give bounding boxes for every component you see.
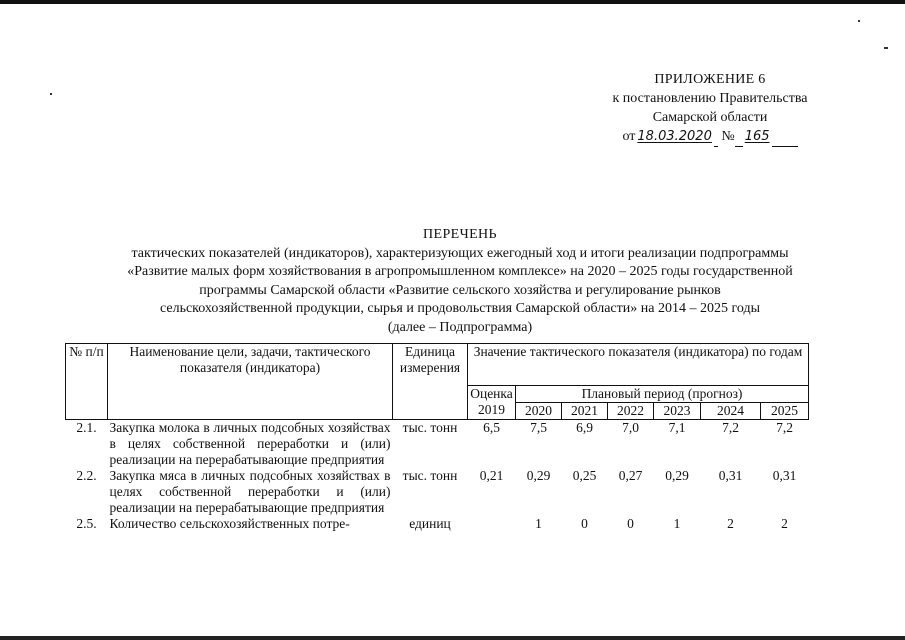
heading-line: тактических показателей (индикаторов), характеризующих ежегодный ход и итоги реализации подпрограммы	[131, 245, 789, 261]
row-unit: единиц	[409, 516, 451, 531]
row-name: Закупка мяса в личных подсобных хозяйствах в целях собственной переработки и (или) реализации на перерабатывающие предприятия	[109, 468, 391, 515]
header-name: Наименование цели, задачи, тактического показателя (индикатора)	[108, 344, 393, 420]
row-value: 7,0	[622, 420, 639, 435]
number-sign: №	[721, 129, 735, 144]
appendix-title: ПРИЛОЖЕНИЕ 6	[654, 72, 766, 87]
date-prefix: от	[622, 129, 636, 144]
handwritten-date: 18.03.2020	[637, 129, 712, 144]
row-value	[468, 516, 516, 532]
row-value: 0,25	[572, 468, 597, 483]
document-heading	[60, 226, 860, 337]
scan-speck	[858, 20, 860, 22]
row-value: 6,9	[576, 420, 593, 435]
header-year: 2025	[761, 403, 809, 420]
row-value: 0,29	[526, 468, 551, 483]
row-value: 1	[673, 516, 681, 531]
header-year: 2022	[608, 403, 654, 420]
row-number: 2.1.	[76, 420, 97, 435]
header-year: 2021	[562, 403, 608, 420]
scan-speck	[50, 93, 52, 95]
scan-top-edge	[0, 0, 905, 4]
indicators-table	[65, 343, 809, 532]
header-number: № п/п	[66, 344, 108, 420]
appendix-date-line	[622, 127, 797, 147]
row-value: 7,1	[668, 420, 686, 435]
row-name: Закупка молока в личных подсобных хозяйствах в целях собственной переработки и (или) реализации на перерабатывающие предприятия	[109, 420, 391, 467]
header-year: 2023	[654, 403, 701, 420]
header-values: Значение тактического показателя (индикатора) по годам	[468, 344, 809, 386]
row-value: 2	[781, 516, 788, 531]
row-value: 7,5	[530, 420, 547, 435]
row-value: 7,2	[776, 420, 793, 435]
row-value: 0	[627, 516, 634, 531]
heading-line: сельскохозяйственной продукции, сырья и продовольствия Самарской области» на 2014 – 2025 годы	[160, 301, 760, 316]
header-year: 2024	[701, 403, 761, 420]
row-unit: тыс. тонн	[402, 420, 458, 435]
row-value: 0,21	[479, 468, 504, 483]
row-name: Количество сельскохозяйственных потре-	[109, 516, 350, 531]
date-blank	[714, 127, 718, 147]
appendix-line: к постановлению Правительства	[612, 91, 808, 106]
scan-speck	[884, 47, 888, 49]
heading-line: «Развитие малых форм хозяйствования в агропромышленном комплексе» на 2020 – 2025 годы государственной	[127, 264, 793, 279]
row-value: 1	[535, 516, 542, 531]
header-unit: Единица измерения	[393, 344, 468, 420]
row-value: 0,29	[665, 468, 689, 483]
appendix-block	[560, 70, 860, 147]
row-number: 2.2.	[76, 468, 97, 483]
row-number: 2.5.	[76, 516, 97, 531]
handwritten-number: 165	[744, 129, 770, 144]
scan-bottom-edge	[0, 636, 905, 640]
table-row	[66, 468, 809, 516]
header-estimate: Оценка 2019	[468, 386, 516, 420]
number-blank	[735, 127, 743, 147]
heading-line: (далее – Подпрограмма)	[387, 319, 533, 335]
row-value: 2	[727, 516, 734, 531]
table-row	[66, 420, 809, 469]
row-value: 0,31	[718, 468, 743, 483]
header-plan: Плановый период (прогноз)	[516, 386, 809, 403]
table-row	[66, 516, 809, 532]
appendix-line: Самарской области	[652, 110, 768, 125]
header-year: 2020	[516, 403, 562, 420]
row-value: 7,2	[722, 420, 739, 435]
heading-title: ПЕРЕЧЕНЬ	[423, 227, 497, 242]
heading-line: программы Самарской области «Развитие сельского хозяйства и регулирование рынков	[199, 282, 721, 298]
row-value: 0,27	[618, 468, 643, 483]
row-value: 0,31	[772, 468, 797, 483]
row-unit: тыс. тонн	[402, 468, 458, 483]
row-value: 0	[581, 516, 588, 531]
row-value: 6,5	[483, 420, 500, 435]
number-blank-tail	[772, 127, 798, 147]
page-crop	[0, 578, 905, 636]
